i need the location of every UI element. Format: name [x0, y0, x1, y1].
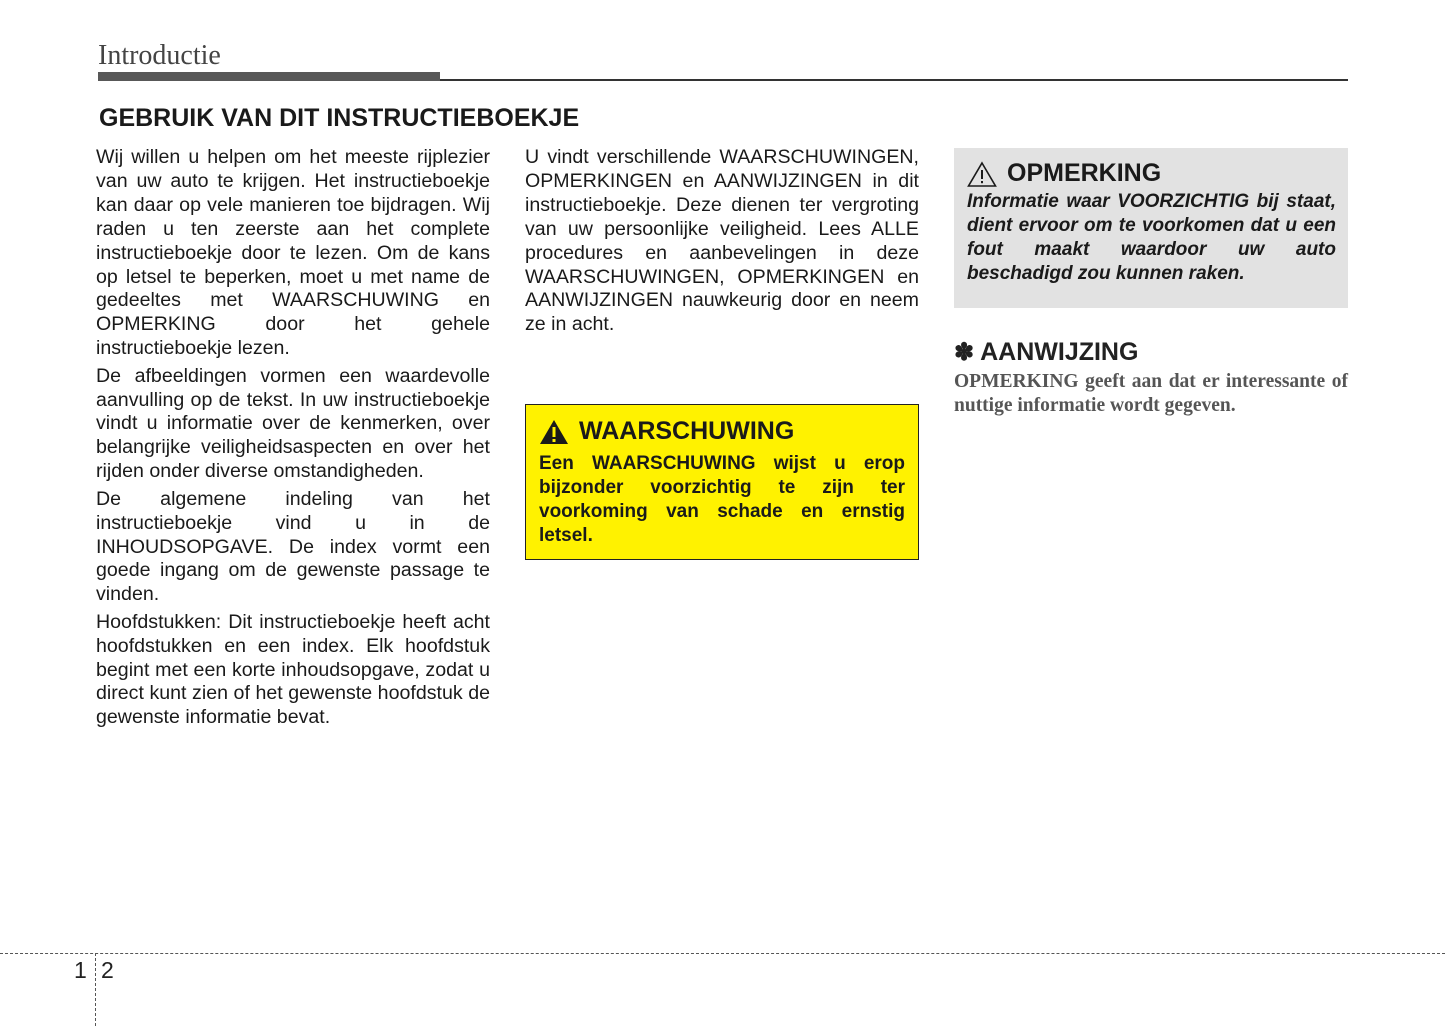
note-title: OPMERKING — [1007, 159, 1162, 187]
note-box — [954, 148, 1348, 308]
page-number: 2 — [101, 957, 114, 983]
warning-box — [525, 404, 919, 560]
column-left — [96, 146, 490, 734]
column-middle — [525, 146, 919, 341]
warning-triangle-icon — [539, 419, 569, 445]
warning-title: WAARSCHUWING — [579, 417, 795, 445]
warning-heading — [539, 417, 905, 446]
tip-heading — [954, 338, 1138, 367]
section-title: GEBRUIK VAN DIT INSTRUCTIEBOEKJE — [99, 104, 580, 132]
caution-triangle-icon — [967, 161, 997, 187]
chapter-number: 1 — [74, 957, 87, 983]
paragraph: U vindt verschillende WAARSCHUWINGEN, OPMERKINGEN en AANWIJZINGEN in dit instructieboekje. Deze dienen ter vergroting van uw persoonlijke veiligheid. Lees ALLE procedures en aanbevelingen in deze WAARSCHUWINGEN, OPMERKINGEN en AANWIJZINGEN nauwkeurig door en neem ze in acht. — [525, 146, 919, 336]
asterisk-icon: ✽ — [954, 339, 975, 366]
chapter-title: Introductie — [98, 40, 221, 71]
header-rule — [440, 79, 1348, 81]
paragraph: De algemene indeling van het instructieboekje vind u in de INHOUDSOPGAVE. De index vormt een goede ingang om de gewenste passage te vinden. — [96, 487, 490, 606]
paragraph: De afbeeldingen vormen een waardevolle aanvulling op de tekst. In uw instructieboekje vindt u informatie over de kenmerken, over belangrijke veiligheidsaspecten en over het rijden onder diverse omstandigheden. — [96, 364, 490, 483]
note-text: Informatie waar VOORZICHTIG bij staat, dient ervoor om te voorkomen dat u een fout maakt waardoor uw auto beschadigd zou kunnen raken. — [967, 191, 1336, 284]
paragraph: Hoofdstukken: Dit instructieboekje heeft acht hoofdstukken en een index. Elk hoofdstuk begint met een korte inhoudsopgave, zodat u direct kunt zien of het gewenste hoofdstuk de gewenste informatie bevat. — [96, 610, 490, 729]
header-bar — [98, 72, 440, 81]
paragraph: Wij willen u helpen om het meeste rijplezier van uw auto te krijgen. Het instructieboekje kan daar op vele manieren toe bijdragen. Wij raden u ten zeerste aan het complete instructieboekje door te lezen. Om de kans op letsel te beperken, moet u met name de gedeeltes met WAARSCHUWING en OPMERKING door het gehele instructieboekje lezen. — [96, 146, 490, 360]
note-heading — [967, 159, 1336, 188]
tip-title: AANWIJZING — [980, 338, 1139, 366]
warning-text: Een WAARSCHUWING wijst u erop bijzonder voorzichtig te zijn ter voorkoming van schade en ernstig letsel. — [539, 453, 905, 546]
footer-divider — [0, 953, 1445, 954]
footer-vertical-divider — [95, 953, 96, 1026]
tip-text: OPMERKING geeft aan dat er interessante of nuttige informatie wordt gegeven. — [954, 371, 1348, 416]
